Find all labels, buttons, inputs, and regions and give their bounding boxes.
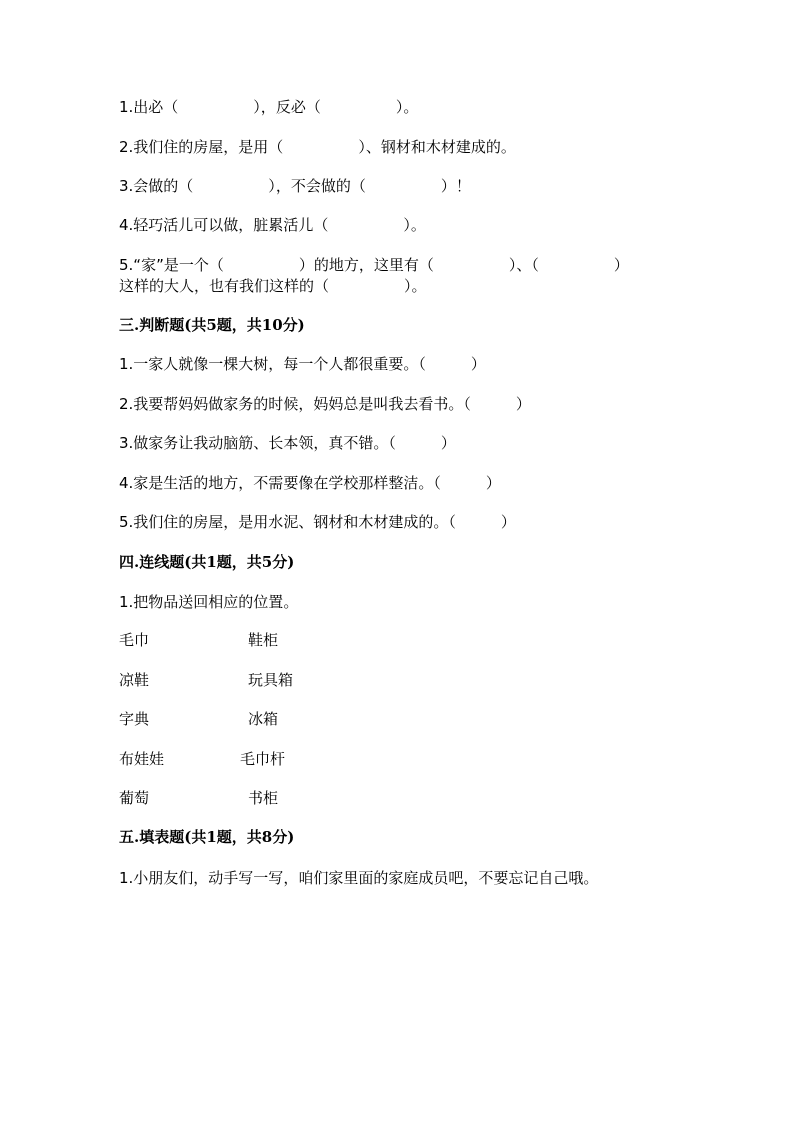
table-question: 1.小朋友们，动手写一写，咱们家里面的家庭成员吧，不要忘记自己哦。 <box>119 869 599 887</box>
fill-blank-item-1: 1.出必（ ），反必（ ）。 <box>119 98 419 116</box>
matching-right-item: 冰箱 <box>248 710 279 728</box>
judge-item-4: 4.家是生活的地方，不需要像在学校那样整洁。（ ） <box>119 474 501 492</box>
matching-left-item: 毛巾 <box>119 631 150 649</box>
section-4-heading: 四.连线题(共1题，共5分) <box>119 553 295 571</box>
matching-right-item: 毛巾杆 <box>240 750 286 768</box>
matching-question: 1.把物品送回相应的位置。 <box>119 593 299 611</box>
section-5-heading: 五.填表题(共1题，共8分) <box>119 828 295 846</box>
fill-blank-item-5: 5.“家”是一个（ ）的地方，这里有（ ）、（ ） <box>119 256 629 274</box>
section-3-heading: 三.判断题(共5题，共10分) <box>119 316 305 334</box>
matching-left-item: 字典 <box>119 710 150 728</box>
fill-blank-item-4: 4.轻巧活儿可以做，脏累活儿（ ）。 <box>119 216 426 234</box>
matching-left-item: 布娃娃 <box>119 750 165 768</box>
matching-right-item: 玩具箱 <box>248 671 294 689</box>
judge-item-1: 1.一家人就像一棵大树，每一个人都很重要。（ ） <box>119 355 486 373</box>
judge-item-2: 2.我要帮妈妈做家务的时候，妈妈总是叫我去看书。（ ） <box>119 395 531 413</box>
matching-right-item: 书柜 <box>248 789 279 807</box>
fill-blank-item-3: 3.会做的（ ），不会做的（ ）！ <box>119 177 471 195</box>
judge-item-3: 3.做家务让我动脑筋、长本领，真不错。（ ） <box>119 434 456 452</box>
fill-blank-item-2: 2.我们住的房屋，是用（ ）、钢材和木材建成的。 <box>119 138 516 156</box>
fill-blank-item-5-continued: 这样的大人，也有我们这样的（ ）。 <box>119 277 427 295</box>
matching-left-item: 凉鞋 <box>119 671 150 689</box>
matching-left-item: 葡萄 <box>119 789 150 807</box>
judge-item-5: 5.我们住的房屋，是用水泥、钢材和木材建成的。（ ） <box>119 513 516 531</box>
matching-right-item: 鞋柜 <box>248 631 279 649</box>
